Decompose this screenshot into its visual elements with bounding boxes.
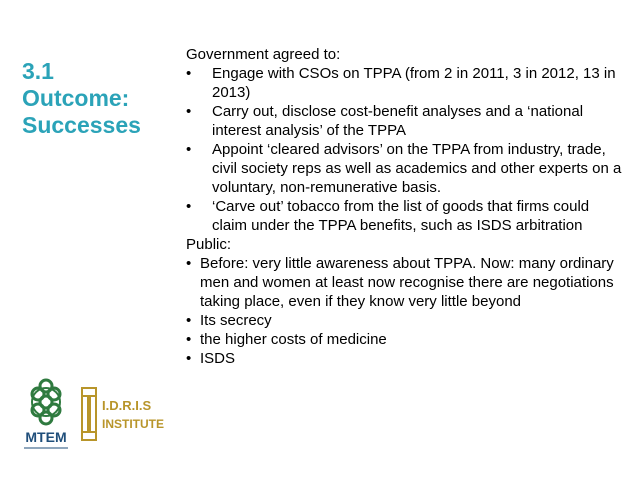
content [186,45,626,368]
logos [18,376,168,456]
list-item: • Carry out, disclose cost-benefit analyses and a ‘national interest analysis’ of the TPPA [186,103,584,139]
public-heading: Public: [186,236,232,253]
bullet-icon: • [186,350,192,367]
bullet-icon: • [186,65,192,82]
list-item: • ‘Carve out’ tobacco from the list of goods that firms could claim under the TPPA benefits, such as ISDS arbitration [186,198,590,234]
bullet-icon: • [186,331,192,348]
list-item: • Its secrecy [186,312,272,329]
government-list [186,64,626,235]
bullet-icon: • [186,198,192,215]
bullet-icon: • [186,103,192,120]
idris-line-2: INSTITUTE [102,417,164,431]
mtem-logo [18,376,74,456]
knot-icon [32,380,60,424]
bullet-icon: • [186,312,192,329]
title-line-2: Outcome: [22,85,130,111]
title-line-3: Successes [22,112,141,138]
title-line-1: 3.1 [22,58,54,84]
public-list [186,254,626,368]
list-item: • ISDS [186,350,236,367]
list-item: • the higher costs of medicine [186,331,387,348]
list-item: • Engage with CSOs on TPPA (from 2 in 2011, 3 in 2012, 13 in 2013) [186,65,616,101]
list-item: • Appoint ‘cleared advisors’ on the TPPA from industry, trade, civil society reps as well as academics and other experts on a voluntary, non-remunerative basis. [186,141,622,196]
list-item: • Before: very little awareness about TPPA. Now: many ordinary men and women at least now recognise there are negotiations taking place, even if they know very little beyond [186,255,614,310]
idris-logo [80,382,172,446]
idris-line-1: I.D.R.I.S [102,398,152,413]
bullet-icon: • [186,255,192,272]
slide-title [22,58,172,139]
mtem-text: MTEM [25,429,67,445]
bullet-icon: • [186,141,192,158]
government-heading: Government agreed to: [186,46,341,63]
